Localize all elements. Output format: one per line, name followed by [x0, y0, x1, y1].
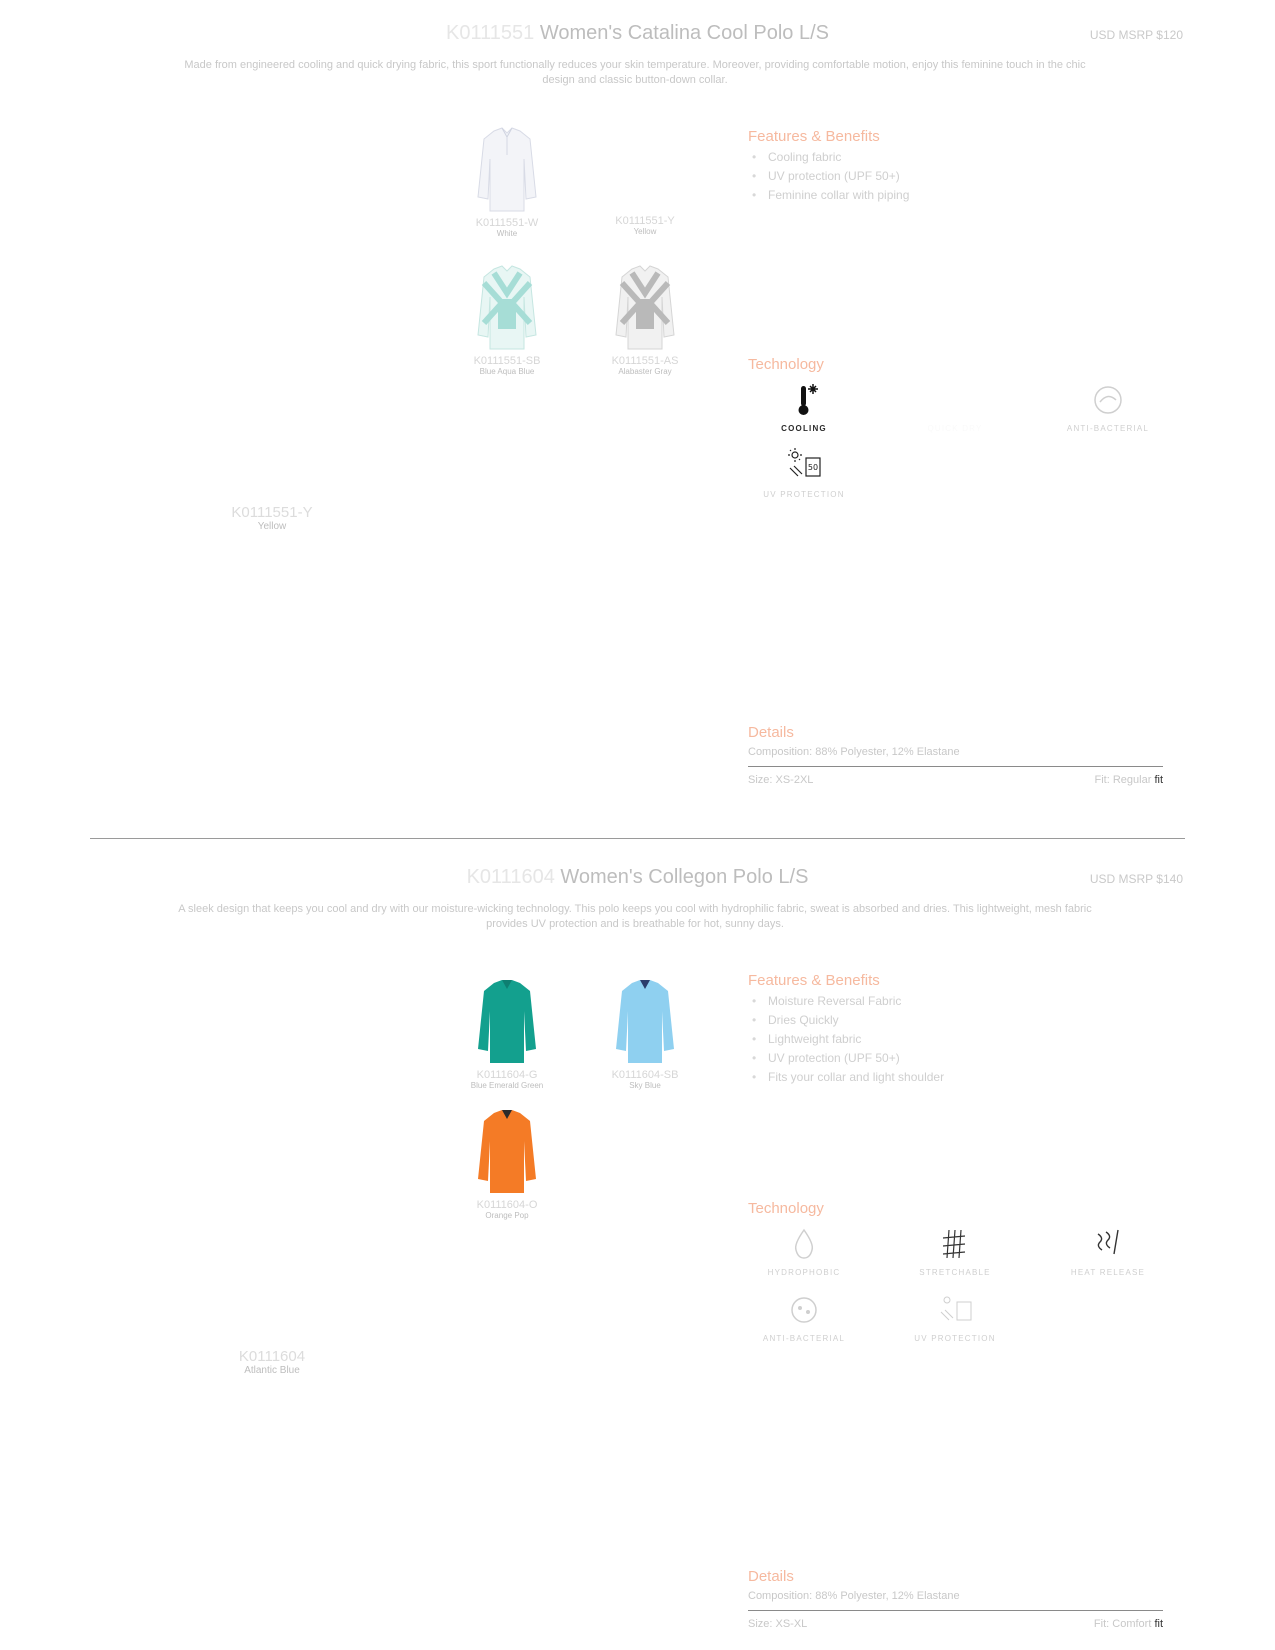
tech-badge	[744, 1224, 864, 1277]
tech-label: QUICK DRY	[927, 424, 983, 433]
tech-badge	[744, 446, 864, 499]
technology-heading: Technology	[748, 356, 824, 373]
svg-text:50: 50	[807, 463, 819, 472]
tech-badge	[744, 1290, 864, 1343]
product-description: Made from engineered cooling and quick drying fabric, this sport functionally reduces your skin temperature. Moreover, providing comfortable motion, enjoy this feminine touch in the chic design and classic button-down collar.	[184, 59, 1086, 86]
stretch-icon	[935, 1224, 975, 1264]
tech-label: STRETCHABLE	[919, 1268, 991, 1277]
technology-heading: Technology	[748, 1200, 824, 1217]
product-price: USD MSRP $120	[1089, 28, 1183, 42]
product-title	[0, 22, 1275, 45]
uv-50-icon	[784, 446, 824, 486]
colorway-color: Blue Emerald Green	[470, 1081, 544, 1090]
tech-badge	[1048, 1224, 1168, 1277]
details-divider	[748, 1610, 1163, 1611]
tech-label: ANTI-BACTERIAL	[1066, 424, 1150, 433]
tech-label: HEAT RELEASE	[1070, 1268, 1146, 1277]
colorway-code: K0111551-W	[475, 217, 539, 229]
section-divider	[90, 838, 1185, 839]
colorway-item[interactable]	[457, 125, 557, 238]
colorway-color: Alabaster Gray	[618, 367, 672, 376]
product-price: USD MSRP $140	[1089, 872, 1183, 886]
colorway-item[interactable]	[457, 1107, 557, 1220]
features-list	[748, 148, 909, 205]
colorway-color: Yellow	[633, 227, 657, 236]
colorway-code: K0111604-O	[476, 1199, 538, 1211]
colorway-color: Blue Aqua Blue	[479, 367, 535, 376]
feature-item: • Dries Quickly	[748, 1011, 944, 1030]
features-list	[748, 992, 944, 1087]
tech-label: COOLING	[781, 424, 827, 433]
colorway-code: K0111604-G	[476, 1069, 538, 1081]
drop-icon	[784, 1224, 824, 1264]
tech-badge	[895, 1224, 1015, 1277]
featured-color: Yellow	[257, 521, 287, 532]
colorway-color: Sky Blue	[629, 1081, 661, 1090]
features-heading: Features & Benefits	[748, 128, 880, 145]
feature-item: • Cooling fabric	[748, 148, 909, 167]
feature-item: • Lightweight fabric	[748, 1030, 944, 1049]
details-composition: Composition: 88% Polyester, 12% Elastane	[748, 746, 960, 758]
details-fit: Fit: Regular fit	[1094, 774, 1163, 786]
tech-label: UV PROTECTION	[763, 490, 845, 499]
shirt-image	[610, 977, 680, 1067]
details-size-fit	[748, 1618, 1163, 1630]
features-heading: Features & Benefits	[748, 972, 880, 989]
featured-code: K0111551-Y	[231, 504, 313, 521]
details-composition: Composition: 88% Polyester, 12% Elastane	[748, 1590, 960, 1602]
tech-label: HYDROPHOBIC	[767, 1268, 841, 1277]
colorway-item[interactable]	[457, 263, 557, 376]
feature-item: • UV protection (UPF 50+)	[748, 1049, 944, 1068]
feature-item: • Moisture Reversal Fabric	[748, 992, 944, 1011]
uv-protection-icon	[935, 1290, 975, 1330]
product-title-row	[0, 866, 1275, 906]
featured-color: Atlantic Blue	[244, 1365, 300, 1376]
shirt-image	[610, 263, 680, 353]
colorway-code: K0111604-SB	[611, 1069, 679, 1081]
details-size-fit	[748, 774, 1163, 786]
colorway-code: K0111551-SB	[473, 355, 541, 367]
featured-colorway	[197, 1348, 347, 1376]
product-sku: K0111604	[466, 866, 555, 888]
product-title	[0, 866, 1275, 889]
product-description: A sleek design that keeps you cool and dry with our moisture-wicking technology. This polo keeps you cool with hydrophilic fabric, sweat is absorbed and dries. This lightweight, mesh fabric provides UV protection and is breathable for hot, sunny days.	[178, 903, 1092, 930]
product-title-row	[0, 22, 1275, 62]
shirt-image	[472, 125, 542, 215]
featured-colorway	[197, 504, 347, 532]
colorway-item[interactable]	[595, 213, 695, 236]
tech-badge	[895, 1290, 1015, 1343]
colorway-item[interactable]	[595, 977, 695, 1090]
tech-badge	[744, 380, 864, 433]
details-heading: Details	[748, 724, 794, 741]
heat-release-icon	[1088, 1224, 1128, 1264]
tech-label: UV PROTECTION	[914, 1334, 996, 1343]
feature-item: • Fits your collar and light shoulder	[748, 1068, 944, 1087]
colorway-color: White	[496, 229, 518, 238]
details-divider	[748, 766, 1163, 767]
colorway-item[interactable]	[595, 263, 695, 376]
tech-badge	[1048, 380, 1168, 433]
colorway-code: K0111551-Y	[615, 215, 675, 227]
shirt-image	[472, 977, 542, 1067]
thermometer-snowflake-icon	[784, 380, 824, 420]
tech-label: ANTI-BACTERIAL	[762, 1334, 846, 1343]
colorway-item[interactable]	[457, 977, 557, 1090]
quick-dry-icon	[935, 380, 975, 420]
product-name: Women's Catalina Cool Polo L/S	[539, 22, 829, 44]
colorway-code: K0111551-AS	[611, 355, 679, 367]
anti-bacterial-icon	[1088, 380, 1128, 420]
colorway-color: Orange Pop	[485, 1211, 529, 1220]
anti-bacterial-icon	[784, 1290, 824, 1330]
product-sku: K0111551	[446, 22, 535, 44]
shirt-image	[472, 1107, 542, 1197]
details-fit: Fit: Comfort fit	[1093, 1618, 1163, 1630]
feature-item: • Feminine collar with piping	[748, 186, 909, 205]
tech-badge	[895, 380, 1015, 433]
feature-item: • UV protection (UPF 50+)	[748, 167, 909, 186]
details-size: Size: XS-2XL	[748, 774, 814, 786]
shirt-image	[472, 263, 542, 353]
details-heading: Details	[748, 1568, 794, 1585]
details-size: Size: XS-XL	[748, 1618, 808, 1630]
product-name: Women's Collegon Polo L/S	[560, 866, 809, 888]
featured-code: K0111604	[238, 1348, 306, 1365]
